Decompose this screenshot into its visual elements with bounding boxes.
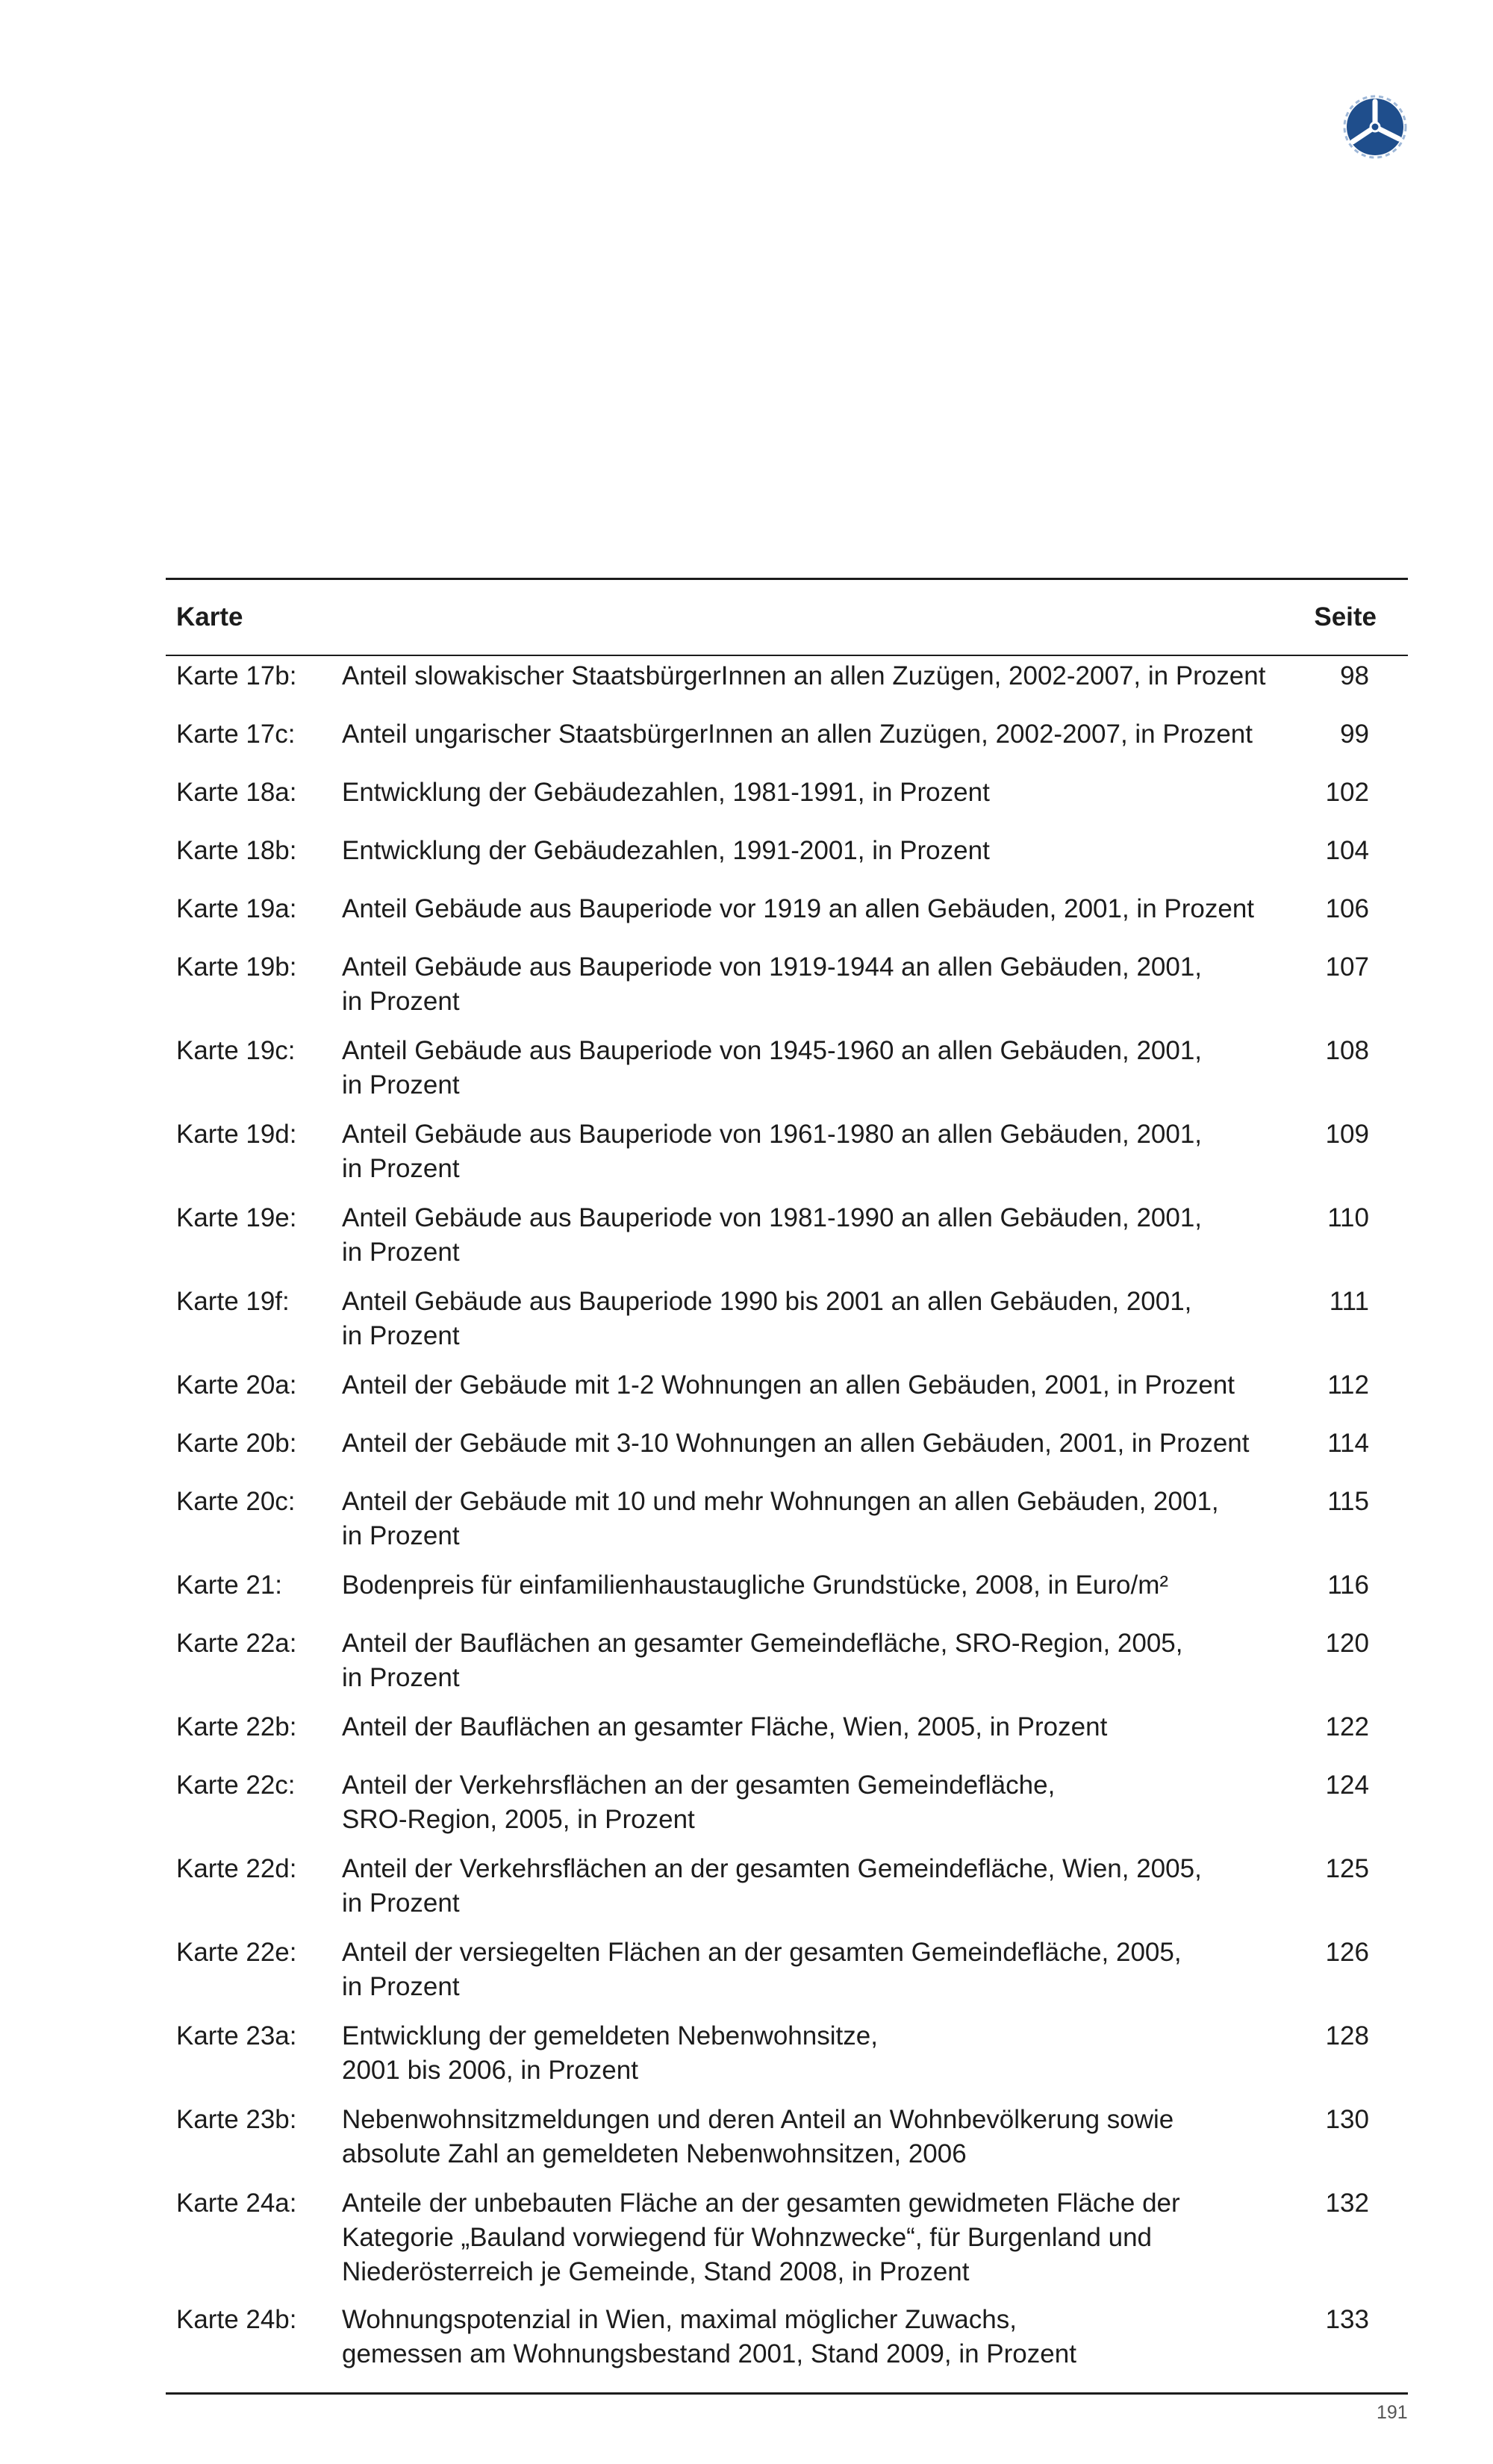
table-row bbox=[166, 2103, 1408, 2186]
map-description: Anteil Gebäude aus Bauperiode von 1945-1960 an allen Gebäuden, 2001, in Prozent bbox=[342, 1036, 1203, 1100]
table-row bbox=[166, 1626, 1408, 1710]
map-description: Anteil der versiegelten Flächen an der gesamten Gemeindefläche, 2005, in Prozent bbox=[342, 1938, 1182, 2001]
table-row bbox=[166, 1201, 1408, 1285]
page-ref: 109 bbox=[1325, 1120, 1369, 1149]
map-label: Karte 22b: bbox=[176, 1712, 297, 1741]
map-description: Entwicklung der Gebäudezahlen, 1991-2001, in Prozent bbox=[342, 836, 990, 865]
header-seite: Seite bbox=[1314, 602, 1377, 631]
map-description: Anteil Gebäude aus Bauperiode von 1981-1990 an allen Gebäuden, 2001, in Prozent bbox=[342, 1203, 1203, 1267]
map-label: Karte 17b: bbox=[176, 661, 297, 690]
map-description: Anteil der Bauflächen an gesamter Gemeindefläche, SRO-Region, 2005, in Prozent bbox=[342, 1629, 1183, 1692]
map-description: Anteil der Verkehrsflächen an der gesamten Gemeindefläche, SRO-Region, 2005, in Prozent bbox=[342, 1771, 1056, 1834]
page-ref: 106 bbox=[1325, 894, 1369, 923]
page-ref: 108 bbox=[1325, 1036, 1369, 1065]
page-ref: 130 bbox=[1325, 2105, 1369, 2134]
map-label: Karte 22c: bbox=[176, 1771, 296, 1800]
map-label: Karte 22a: bbox=[176, 1629, 297, 1658]
page-ref: 116 bbox=[1327, 1571, 1369, 1600]
page-ref: 102 bbox=[1325, 778, 1369, 807]
table-row bbox=[166, 776, 1408, 834]
page-ref: 112 bbox=[1327, 1370, 1369, 1400]
publisher-logo-icon bbox=[1338, 84, 1415, 170]
table-row bbox=[166, 950, 1408, 1034]
map-description: Anteil der Gebäude mit 10 und mehr Wohnungen an allen Gebäuden, 2001, in Prozent bbox=[342, 1487, 1219, 1550]
map-label: Karte 18a: bbox=[176, 778, 297, 807]
map-description: Anteile der unbebauten Fläche an der gesamten gewidmeten Fläche der Kategorie „Bauland vorwiegend für Wohnzwecke“, für Burgenland und Niederösterreich je Gemeinde, Stand 2008, in Prozent bbox=[342, 2189, 1180, 2286]
header-karte: Karte bbox=[176, 602, 243, 631]
table-rows bbox=[166, 656, 1408, 2392]
map-label: Karte 19a: bbox=[176, 894, 297, 923]
map-description: Anteil Gebäude aus Bauperiode 1990 bis 2001 an allen Gebäuden, 2001, in Prozent bbox=[342, 1287, 1192, 1350]
map-label: Karte 19e: bbox=[176, 1203, 297, 1232]
map-label: Karte 19f: bbox=[176, 1287, 290, 1316]
page-ref: 115 bbox=[1327, 1487, 1369, 1516]
map-description: Anteil der Bauflächen an gesamter Fläche, Wien, 2005, in Prozent bbox=[342, 1712, 1108, 1741]
table-row bbox=[166, 1710, 1408, 1768]
page-ref: 114 bbox=[1327, 1429, 1369, 1458]
page-ref: 98 bbox=[1340, 661, 1369, 690]
page-ref: 111 bbox=[1329, 1287, 1369, 1316]
map-description: Anteil ungarischer StaatsbürgerInnen an allen Zuzügen, 2002-2007, in Prozent bbox=[342, 720, 1253, 749]
table-row bbox=[166, 1117, 1408, 1201]
page-ref: 132 bbox=[1325, 2189, 1369, 2218]
table-row bbox=[166, 1852, 1408, 1936]
page-ref: 128 bbox=[1325, 2021, 1369, 2050]
table-bottom-rule bbox=[166, 2392, 1408, 2395]
table-row bbox=[166, 834, 1408, 892]
page-ref: 125 bbox=[1325, 1854, 1369, 1883]
map-label: Karte 19c: bbox=[176, 1036, 296, 1065]
table-header bbox=[166, 580, 1408, 655]
table-row bbox=[166, 2186, 1408, 2303]
map-description: Anteil slowakischer StaatsbürgerInnen an allen Zuzügen, 2002-2007, in Prozent bbox=[342, 661, 1266, 690]
table-row bbox=[166, 1368, 1408, 1426]
page-ref: 124 bbox=[1325, 1771, 1369, 1800]
table-row bbox=[166, 2019, 1408, 2103]
table-row bbox=[166, 1034, 1408, 1117]
map-label: Karte 21: bbox=[176, 1571, 283, 1600]
map-label: Karte 20a: bbox=[176, 1370, 297, 1400]
map-description: Wohnungspotenzial in Wien, maximal möglicher Zuwachs, gemessen am Wohnungsbestand 2001, Stand 2009, in Prozent bbox=[342, 2305, 1076, 2368]
map-description: Anteil der Gebäude mit 3-10 Wohnungen an allen Gebäuden, 2001, in Prozent bbox=[342, 1429, 1250, 1458]
map-label: Karte 22d: bbox=[176, 1854, 297, 1883]
table-row bbox=[166, 1285, 1408, 1368]
map-label: Karte 24b: bbox=[176, 2305, 297, 2334]
page-ref: 122 bbox=[1325, 1712, 1369, 1741]
map-label: Karte 24a: bbox=[176, 2189, 297, 2218]
map-label: Karte 19b: bbox=[176, 952, 297, 982]
page-number: 191 bbox=[1377, 2402, 1408, 2423]
page-ref: 120 bbox=[1325, 1629, 1369, 1658]
table-row bbox=[166, 659, 1408, 717]
map-description: Entwicklung der Gebäudezahlen, 1981-1991, in Prozent bbox=[342, 778, 990, 807]
map-description: Anteil Gebäude aus Bauperiode vor 1919 an allen Gebäuden, 2001, in Prozent bbox=[342, 894, 1255, 923]
page-ref: 107 bbox=[1325, 952, 1369, 982]
map-label: Karte 17c: bbox=[176, 720, 296, 749]
map-label: Karte 23b: bbox=[176, 2105, 297, 2134]
map-label: Karte 22e: bbox=[176, 1938, 297, 1967]
map-label: Karte 23a: bbox=[176, 2021, 297, 2050]
map-description: Entwicklung der gemeldeten Nebenwohnsitze, 2001 bis 2006, in Prozent bbox=[342, 2021, 878, 2085]
table-row bbox=[166, 1768, 1408, 1852]
map-label: Karte 20b: bbox=[176, 1429, 297, 1458]
map-description: Anteil Gebäude aus Bauperiode von 1919-1944 an allen Gebäuden, 2001, in Prozent bbox=[342, 952, 1203, 1016]
page-ref: 99 bbox=[1340, 720, 1369, 749]
map-label: Karte 18b: bbox=[176, 836, 297, 865]
table-row bbox=[166, 717, 1408, 776]
table-row bbox=[166, 2303, 1408, 2386]
map-description: Anteil der Verkehrsflächen an der gesamten Gemeindefläche, Wien, 2005, in Prozent bbox=[342, 1854, 1202, 1918]
table-row bbox=[166, 1568, 1408, 1626]
table-row bbox=[166, 1485, 1408, 1568]
map-index-table bbox=[166, 578, 1408, 2395]
map-description: Anteil der Gebäude mit 1-2 Wohnungen an allen Gebäuden, 2001, in Prozent bbox=[342, 1370, 1235, 1400]
table-row bbox=[166, 1426, 1408, 1485]
page-ref: 110 bbox=[1327, 1203, 1369, 1232]
table-row bbox=[166, 1936, 1408, 2019]
page-ref: 133 bbox=[1325, 2305, 1369, 2334]
page-ref: 126 bbox=[1325, 1938, 1369, 1967]
map-description: Bodenpreis für einfamilienhaustaugliche Grundstücke, 2008, in Euro/m² bbox=[342, 1571, 1169, 1600]
table-row bbox=[166, 892, 1408, 950]
map-description: Nebenwohnsitzmeldungen und deren Anteil an Wohnbevölkerung sowie absolute Zahl an gemeldeten Nebenwohnsitzen, 2006 bbox=[342, 2105, 1174, 2168]
map-description: Anteil Gebäude aus Bauperiode von 1961-1980 an allen Gebäuden, 2001, in Prozent bbox=[342, 1120, 1203, 1183]
map-label: Karte 19d: bbox=[176, 1120, 297, 1149]
map-label: Karte 20c: bbox=[176, 1487, 296, 1516]
page-ref: 104 bbox=[1325, 836, 1369, 865]
